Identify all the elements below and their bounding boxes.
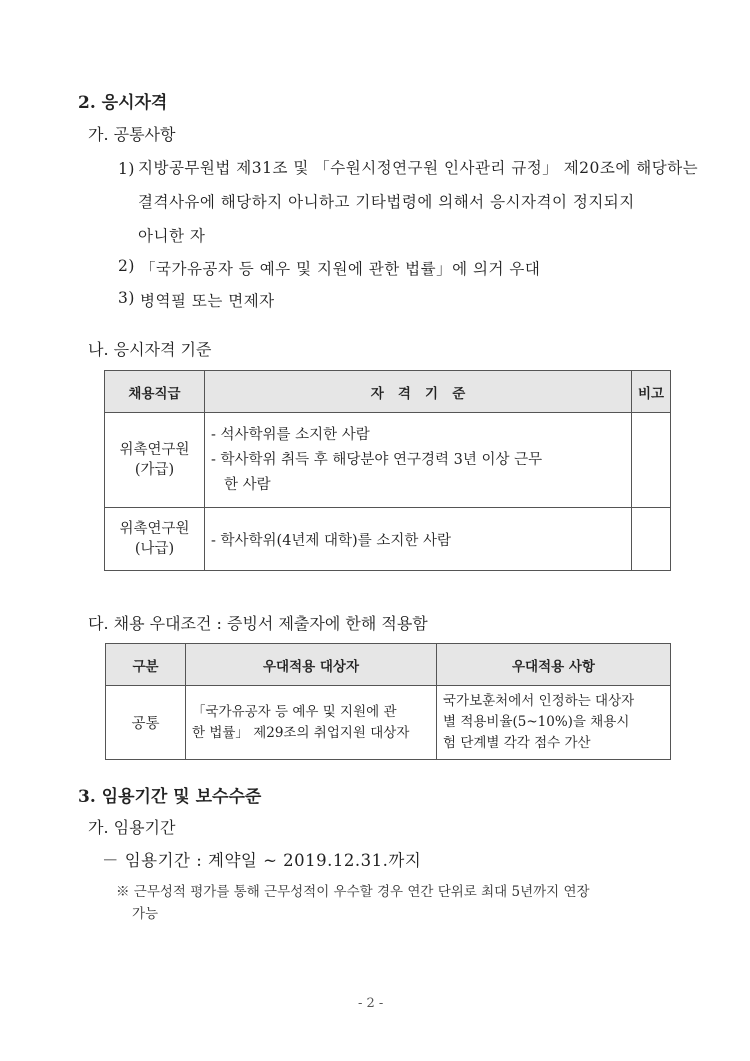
- grade-level: (나급): [134, 541, 175, 557]
- category-cell: 공통: [106, 686, 186, 760]
- target-cell: [186, 686, 437, 760]
- extension-note-line-1: ※ 근무성적 평가를 통해 근무성적이 우수할 경우 연간 단위로 최대 5년까지 연장: [116, 884, 590, 900]
- header-grade: 채용직급: [105, 371, 205, 413]
- section-3-title: 3. 임용기간 및 보수수준: [78, 787, 262, 807]
- employment-period: － 임용기간 : 계약일 ~ 2019.12.31.까지: [102, 851, 422, 870]
- subsection-period-title: 가. 임용기간: [88, 818, 176, 837]
- header-note: 비고: [632, 371, 671, 413]
- grade-name: 위촉연구원: [119, 521, 190, 537]
- benefit-cell: [437, 686, 671, 760]
- item-1-line-1: 지방공무원법 제31조 및 「수원시정연구원 인사관리 규정」 제20조에 해당하는: [138, 159, 699, 177]
- qualification-table: [104, 370, 671, 571]
- header-target: 우대적용 대상자: [186, 644, 437, 686]
- header-category: 구분: [106, 644, 186, 686]
- criteria-line: 한 사람: [224, 476, 271, 493]
- table-header-row: [106, 644, 671, 686]
- table-row: [105, 413, 671, 508]
- item-1-line-3: 아니한 자: [138, 227, 206, 245]
- item-3-number: 3): [118, 289, 135, 307]
- criteria-line: - 학사학위(4년제 대학)를 소지한 사람: [211, 532, 451, 549]
- note-cell: [632, 413, 671, 508]
- benefit-line: 험 단계별 각각 점수 가산: [443, 735, 591, 751]
- grade-level: (가급): [134, 462, 175, 478]
- benefit-line: 국가보훈처에서 인정하는 대상자: [443, 693, 635, 709]
- table-row: [105, 508, 671, 571]
- item-2-text: 「국가유공자 등 예우 및 지원에 관한 법률」에 의거 우대: [140, 260, 541, 278]
- target-line: 「국가유공자 등 예우 및 지원에 관: [192, 703, 397, 720]
- target-line: 한 법률」 제29조의 취업지원 대상자: [192, 724, 410, 741]
- preference-table: [105, 643, 671, 760]
- benefit-line: 별 적용비율(5~10%)을 채용시: [443, 714, 630, 730]
- table-row: [106, 686, 671, 760]
- grade-cell: [105, 413, 205, 508]
- criteria-cell: [205, 508, 632, 571]
- item-1-line-2: 결격사유에 해당하지 아니하고 기타법령에 의해서 응시자격이 정지되지: [138, 193, 635, 211]
- criteria-line: - 학사학위 취득 후 해당분야 연구경력 3년 이상 근무: [211, 451, 543, 468]
- subsection-common-title: 가. 공통사항: [88, 125, 176, 144]
- grade-cell: [105, 508, 205, 571]
- item-2-number: 2): [118, 257, 135, 275]
- criteria-cell: [205, 413, 632, 508]
- header-benefit: 우대적용 사항: [437, 644, 671, 686]
- header-criteria: 자 격 기 준: [205, 371, 632, 413]
- subsection-criteria-title: 나. 응시자격 기준: [88, 340, 212, 359]
- item-1-number: 1): [118, 160, 135, 178]
- grade-name: 위촉연구원: [119, 442, 190, 458]
- page-number: - 2 -: [358, 996, 384, 1011]
- item-1-text: [138, 155, 698, 249]
- note-cell: [632, 508, 671, 571]
- section-2-title: 2. 응시자격: [78, 93, 168, 113]
- criteria-line: - 석사학위를 소지한 사람: [211, 426, 370, 443]
- item-3-text: 병역필 또는 면제자: [140, 292, 275, 310]
- extension-note-line-2: 가능: [132, 906, 159, 922]
- subsection-preference-title: 다. 채용 우대조건 : 증빙서 제출자에 한해 적용함: [88, 614, 428, 633]
- table-header-row: [105, 371, 671, 413]
